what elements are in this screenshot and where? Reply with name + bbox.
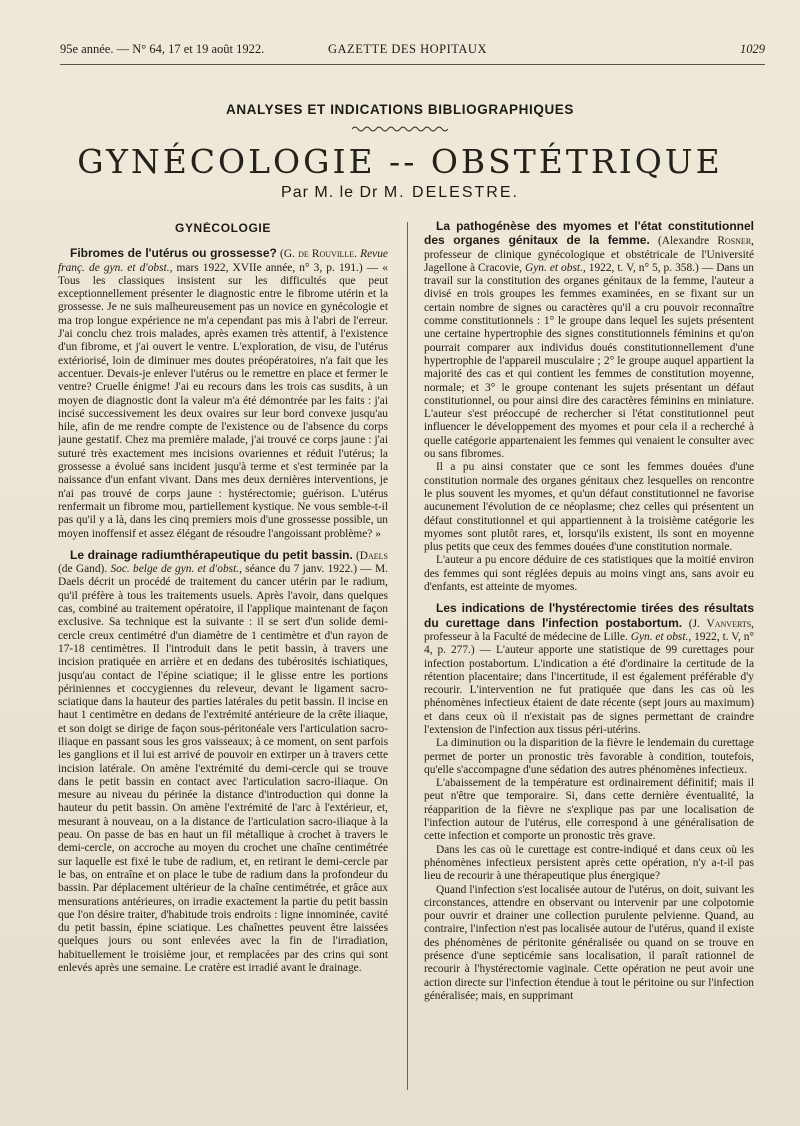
article-author-pre: ( [352,549,360,562]
byline-name: M. DELESTRE. [383,184,519,201]
article-title: La pathogénèse des myomes et l'état constitutionnel des organes génitaux de la femme. [424,220,754,248]
article-body: M. Daels décrit un procédé de traitement du cancer utérin par le radium, qu'il préfère à tous les traitements usuels. Après l'avoir, dans quelques cas, combiné au traitement opératoire, il l'applique maintenant de façon exclusive. Sa technique est la suivante : il se sert d'un solide demi-cercle creux centimétré d'un diamètre de 1 centimètre et d'un rayon de 17-18 centimètres. Il l'introduit dans le petit bassin, à travers une incision pratiquée en arrière et en dedans des tubérosités ischiatiques, jusqu'au contact de l'épine sciatique; il le glisse entre les portions périniennes et coccygiennes du releveur, devant le ligament sacro-sciatique dans la hauteur des parties latérales du petit bassin. Il incise en haut 1 centimètre en dedans de l'extrémité antérieure de la crête iliaque, et son doigt se dirige de façon sous-péritonéale vers l'articulation sacro-iliaque en passant sous les gros vaisseaux; à ce moment, on sent parfois les ganglions et il lui est arrivé de pouvoir en extirper un à travers cette incision latérale. On amène l'extrémité du demi-cercle qui se trouve dans le petit bassin en contact avec l'articulation sacro-iliaque. On mesure au niveau du périnée la distance d'introduction qui donne la hauteur du petit bassin. On amène l'extrémité de l'arc à l'extérieur, et, mesurant à nouveau, on a la distance de l'articulation sacro-iliaque à la peau. On passe de bas en haut un fil métallique à crochet à travers le demi-cercle, on accroche au moyen du crochet une chaîne centimétrée sur laquelle est fixé le tube de radium, et, en retirant le demi-cercle par le bas, on entraîne et on place le tube de radium dans la profondeur du bassin. Par déplacement ultérieur de la chaîne centimétrée, et grâce aux mensurations antérieures, on irradie exactement la partie du petit bassin que l'on désire traiter, d'habitude trois endroits : ligne innominée, cavité du petit bassin, épine sciatique. Les chaînettes peuvent être laissées quelques jours ou sont enlevées avec la fin de l'irradiation, habituellement le troisième jour, et remplacées par des crins qui sont enlevés après une semaine. Le cratère est irradié avant le drainage. [58,563,388,975]
article-fibromes [58,247,388,541]
article-paragraph: Il a pu ainsi constater que ce sont les femmes douées d'une constitution normale des organes génitaux chez lesquelles on rencontre le plus souvent les myomes, et qu'un défaut constitutionnel ne favorise aucunement l'évolution de ce néoplasme; chez celles qui présentent un défaut constitutionnel et qui appartiennent à la troisième catégorie les myomes sont plutôt rares, et, lorsqu'ils existent, ils sont en moyenne plus petits que ceux des femmes douées d'une constitution normale. [424,461,754,554]
wavy-ornament [352,125,448,133]
article-author-pre: (G. [276,248,299,261]
section-title: ANALYSES ET INDICATIONS BIBLIOGRAPHIQUES [225,102,575,117]
article-ref: 1922, t. V, n° 4, p. 277.) — [424,630,754,657]
byline [0,184,800,202]
column-rule [407,222,408,1090]
article-paragraph: L'auteur a pu encore déduire de ces statistiques que la moitié environ des femmes qui sont réglées depuis au moins vingt ans, sans avoir eu d'enfants, est atteinte de myomes. [424,554,754,594]
left-column [58,222,388,1092]
article-title: Fibromes de l'utérus ou grossesse? [70,246,277,261]
article-author-post: professeur à la Faculté de médecine de Lille. [424,630,628,643]
issue-info: 95e année. — N° 64, 17 et 19 août 1922. [60,42,265,56]
article-author: de Rouville. [298,248,357,261]
article-author-pre: (J. [682,617,707,630]
article-author-post: (de Gand). [58,563,108,576]
byline-prefix: Par M. le Dr [281,184,379,201]
article-journal: Soc. belge de gyn. et d'obst., [107,563,242,576]
column-subhead: GYNÉCOLOGIE [175,222,271,235]
article-ref: mars 1922, XVIIe année, n° 3, p. 191.) — [172,261,383,274]
article-author: Rosner, [717,235,754,248]
article-paragraph: La diminution ou la disparition de la fièvre le lendemain du curettage permet de porter un pronostic très favorable à condition, toutefois, qu'elle s'accompagne d'une sédation des autres phénomènes infectieux. [424,737,754,776]
article-author-pre: (Alexandre [649,235,718,248]
article-author: Vanverts, [706,617,754,630]
article-title: Les indications de l'hystérectomie tirées des résultats du curettage dans l'infection postabortum. [424,601,754,630]
right-column [424,220,754,1090]
running-head [60,42,765,62]
article-body: « Tous les classiques insistent sur les difficultés que peut exceptionnellement présenter le diagnostic entre le fibrome utérin et la grossesse. Je ne suis malheureusement pas un novice en gynécologie et ma trop longue expérience ne m'a cependant pas mis à l'abri de l'erreur. J'ai conclu chez trois malades, après examen très attentif, à l'existence d'un fibrome, et j'ai ouvert le ventre. L'exploration, de visu, de l'utérus extériorisé, loin de diminuer mes doutes préopératoires, n'a fait que les accentuer. Devais-je enlever l'utérus ou le remettre en place et fermer le ventre? Cruelle énigme! J'ai eu recours dans les trois cas susdits, à un moyen de diagnostic dont la valeur m'a été démontrée par les faits : j'ai incisé successivement les deux ovaires sur leur bord convexe jusqu'au hile, afin de me rendre compte de l'existence ou de l'absence du corps jaune gestatif. Chez ma première malade, j'ai trouvé ce corps jaune : j'ai suturé très exactement mes incisions ovariennes et réduit l'utérus; la grossesse a évolué sans incident jusqu'à terme et s'est terminée par la naissance d'un enfant vivant. Dans mes deux dernières interventions, je n'ai pas trouvé de corps jaune : hystérectomie; guérison. L'utérus renfermait un fibrome mou, partiellement kystique. Ne vous semble-t-il pas qu'il y a là, dans les cinq premiers mois d'une grossesse possible, un moyen inoffensif et assez élégant de résoudre l'angoissant problème? » [58,261,388,540]
journal-name: GAZETTE DES HOPITAUX [328,42,487,56]
article-ref: 1922, t. V, n° 5, p. 358.) — [585,261,717,274]
article-paragraph: Quand l'infection s'est localisée autour de l'utérus, on doit, suivant les circonstances, attendre en observant ou intervenir par une colpotomie pour ouvrir et drainer une collection purulente pelvienne. Quand, au contraire, l'infection n'est pas localisée autour de l'utérus, quand il existe des phénomènes de péritonite généralisée ou quand on se trouve en présence d'une septicémie sans localisation, il paraît rationnel de recourir à l'hystérectomie vaginale. Cette opération ne peut avoir une action directe sur l'infection étendue à tout le péritoine ou sur l'infection généralisée; mais, en supprimant [424,883,754,1002]
article-hysterectomie [424,602,754,1003]
header-rule [60,64,765,65]
article-paragraph: L'abaissement de la température est ordinairement définitif; mais il peut n'être que temporaire. Si, dans cette dernière éventualité, la réapparition de la fièvre ne s'explique pas par une localisation de l'infection autour de l'utérus, elle correspond à une généralisation de cette infection et comporte un pronostic très grave. [424,777,754,843]
article-journal: Revue franç. de gyn. et d'obst., [58,248,388,274]
article-drainage [58,549,388,976]
article-paragraph: Dans les cas où le curettage est contre-indiqué et dans ceux où les phénomènes infectieux persistent après cette opération, n'y a-t-il pas lieu de recourir à une thérapeutique plus énergique? [424,843,754,883]
article-author-post: professeur de clinique gynécologique et obstétricale de l'Université Jagellone à Cracovie, [424,248,754,274]
article-ref: séance du 7 janv. 1922.) — [241,563,375,576]
article-body: L'auteur apporte une statistique de 99 curettages pour infection postabortum. L'indication a été d'ordinaire la certitude de la rétention placentaire; dans l'incertitude, il est également préférable d'y recourir. L'intervention ne fut pratiquée que dans les cas où les phénomènes infectieux étaient de date récente (sept jours au maximum) et dans ceux où il n'existait pas de signes permettant de craindre l'extension de l'infection aux tissus péri-utérins. [424,644,754,736]
article-journal: Gyn. et obst., [522,261,586,274]
article-journal: Gyn. et obst., [627,630,692,643]
article-title: Le drainage radiumthérapeutique du petit bassin. [70,547,353,562]
main-title: GYNÉCOLOGIE -- OBSTÉTRIQUE [77,142,723,181]
article-myomes [424,220,754,594]
article-body: Dans un travail sur la constitution des organes génitaux de la femme, l'auteur a divisé en trois groupes les femmes examinées, en se fixant sur un certain nombre de signes ou caractères qu'il a cru pouvoir reconnaître comme constitutionnels : 1° le groupe dans lequel les sujets présentent une certaine hypertrophie des signes constitutionnels féminins et qu'on pourrait comparer aux individus doués constitutionnellement d'une hypertrophie de l'appareil musculaire ; 2° le groupe auquel appartient la majorité des cas et qui contient les femmes de constitution moyenne, normale; et 3° le groupe contenant les sujets présentant un défaut constitutionnel, ou pour ainsi dire des caractères féminins en miniature. L'auteur s'est préoccupé de rechercher si l'état constitutionnel peut influencer le développement des myomes et pour cela il a recherché à quelle catégorie appartenaient les femmes qui venaient le consulter avec ou sans fibromes. [424,261,754,461]
article-author: Daels [359,549,388,562]
page-number: 1029 [740,42,765,56]
